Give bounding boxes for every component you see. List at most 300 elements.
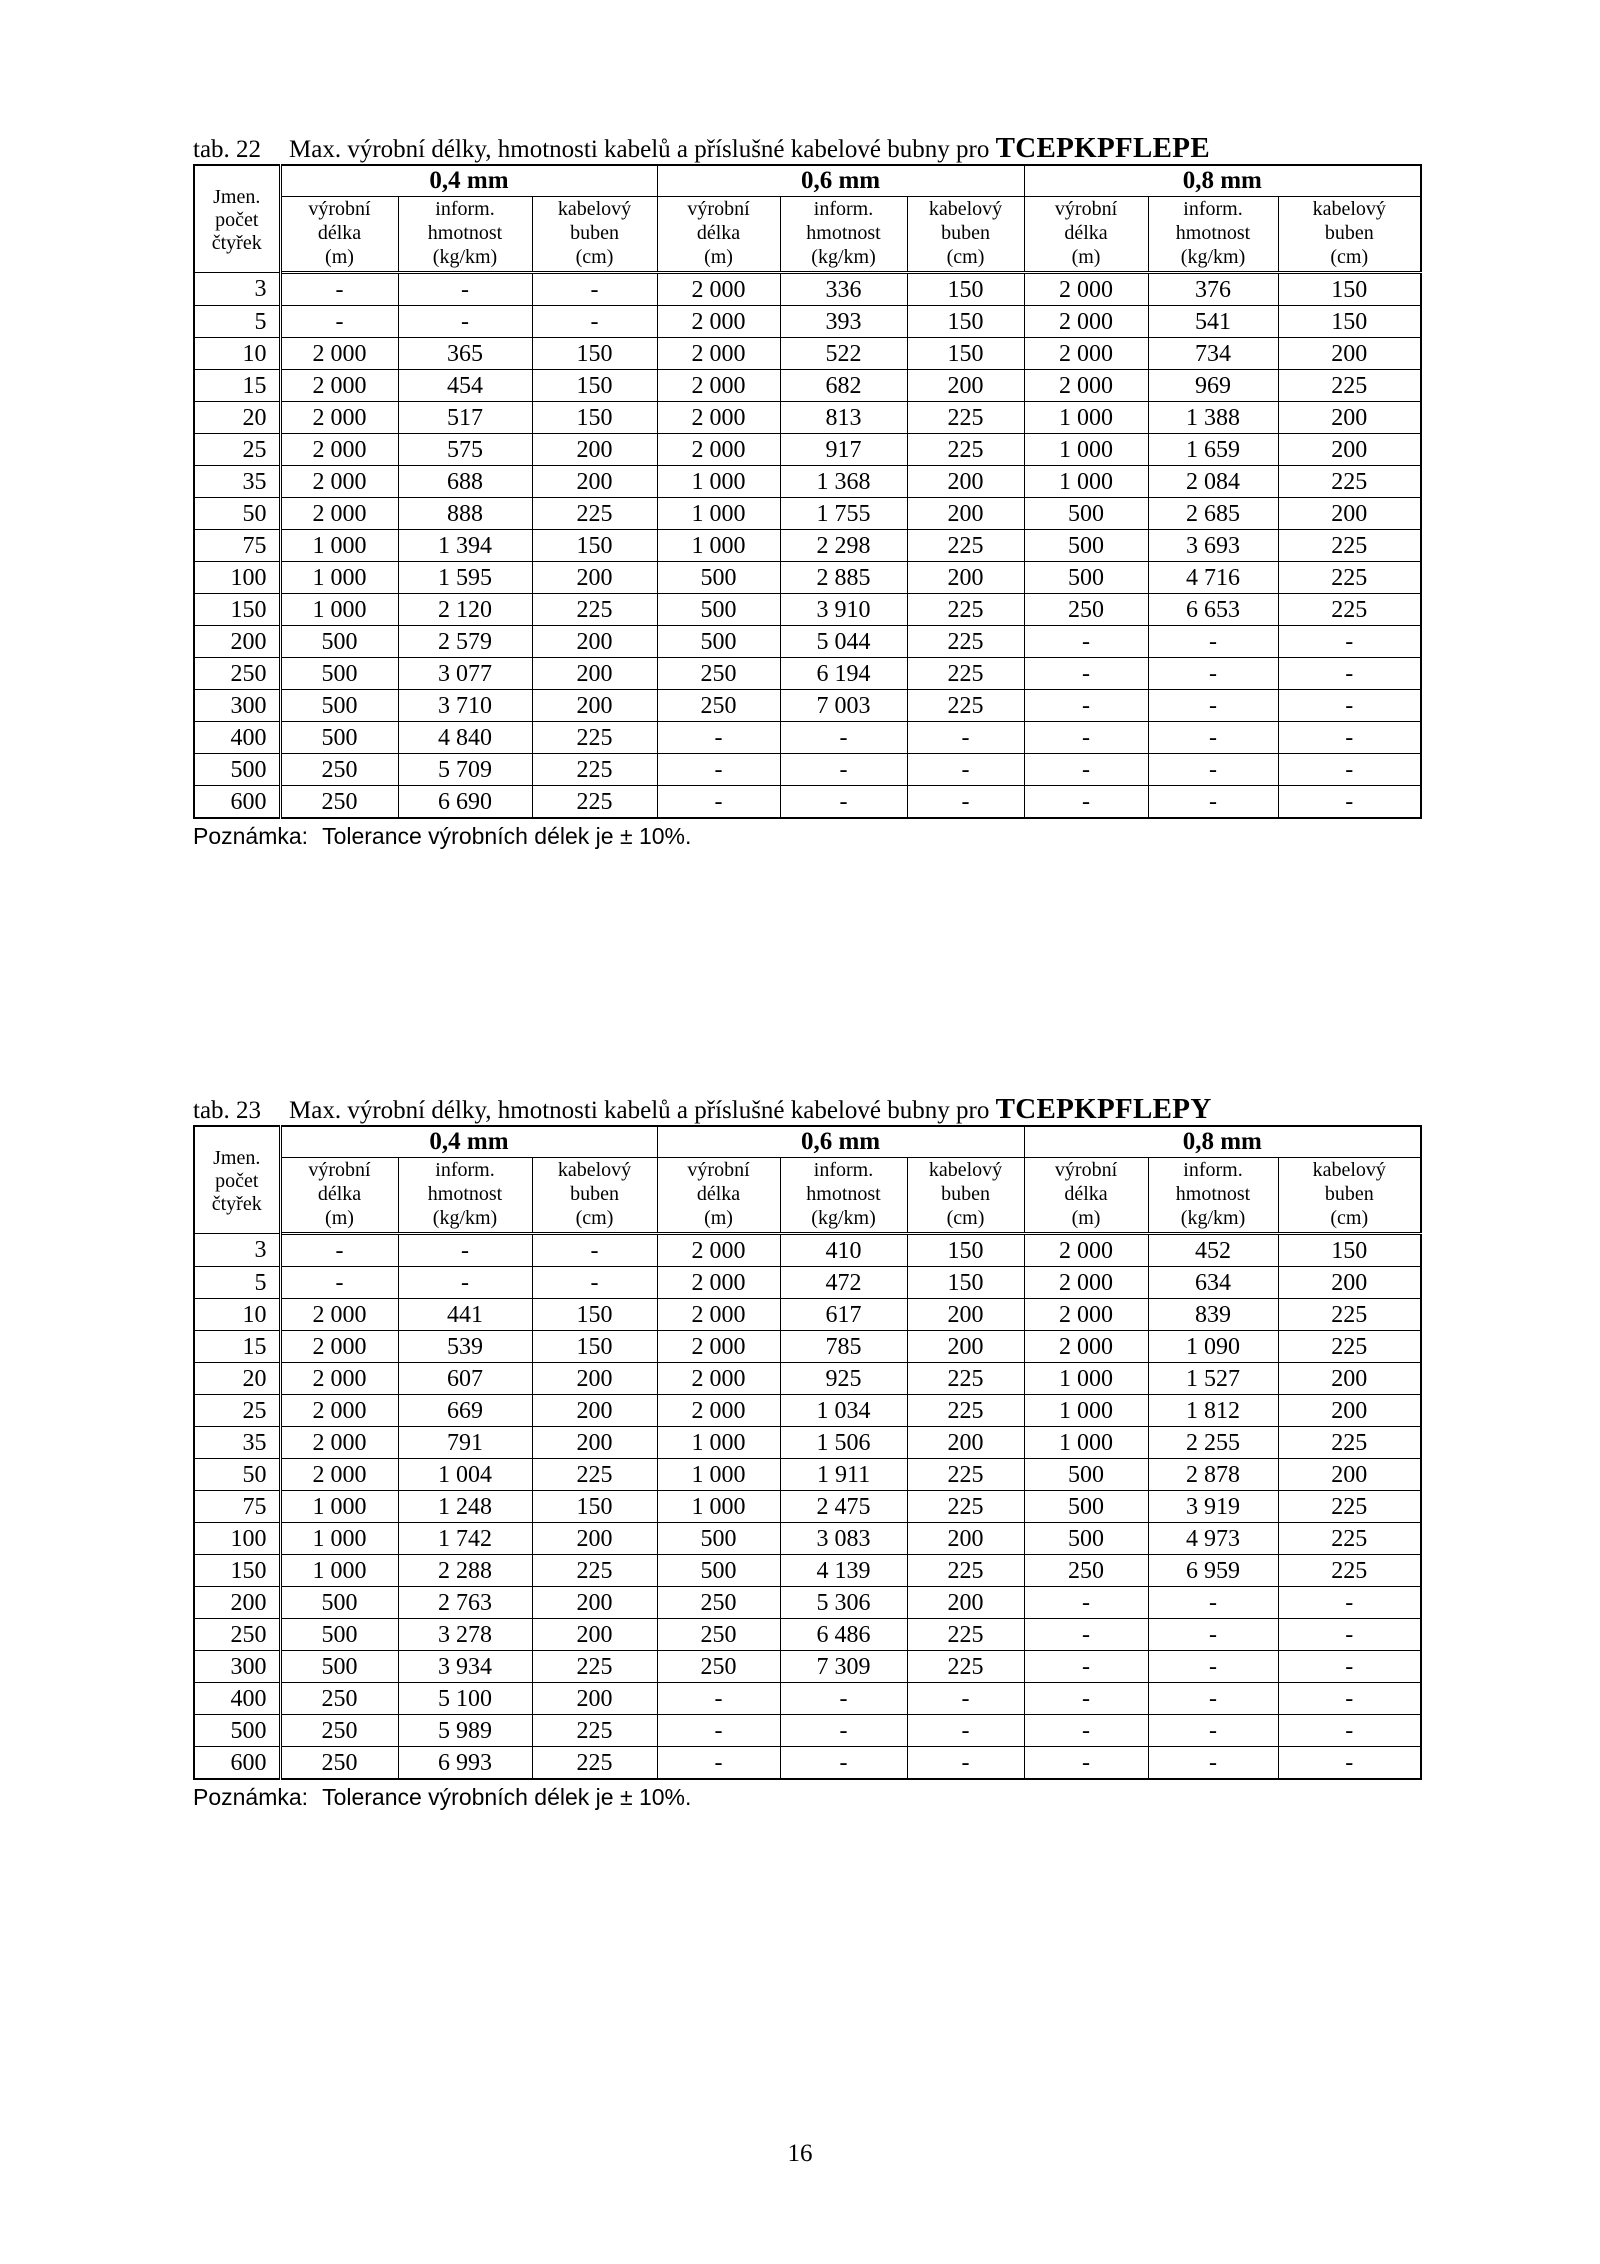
table-cell: 250: [657, 658, 780, 690]
table-cell: 150: [1278, 273, 1421, 306]
subheader-line: hmotnost: [806, 1183, 881, 1205]
table-cell: -: [1148, 722, 1278, 754]
table-cell: 2 579: [398, 626, 532, 658]
table-row: [194, 626, 1421, 658]
row-label-cell: 20: [194, 402, 280, 434]
table-cell: -: [1278, 754, 1421, 786]
table-cell: -: [780, 1683, 907, 1715]
table-row: [194, 1395, 1421, 1427]
subheader-cell: [1278, 197, 1421, 273]
table-row: [194, 1299, 1421, 1331]
table-cell: 3 077: [398, 658, 532, 690]
table-cell: 150: [907, 306, 1024, 338]
table-cell: -: [1024, 1683, 1148, 1715]
table-cell: 410: [780, 1234, 907, 1267]
table-cell: 225: [532, 594, 657, 626]
table-row: [194, 690, 1421, 722]
table-cell: 5 989: [398, 1715, 532, 1747]
table-cell: 225: [532, 1715, 657, 1747]
table-cell: 1 000: [280, 562, 398, 594]
table-cell: 200: [907, 498, 1024, 530]
subheader-line: buben: [570, 1183, 619, 1205]
subheader-cell: [1148, 1158, 1278, 1234]
table-cell: -: [1024, 626, 1148, 658]
table-cell: -: [1278, 1587, 1421, 1619]
subheader-cell: [657, 1158, 780, 1234]
table-cell: 225: [532, 1555, 657, 1587]
table-cell: 1 000: [657, 498, 780, 530]
table-row: [194, 722, 1421, 754]
row-header-line: Jmen.: [213, 1147, 261, 1169]
row-label-cell: 10: [194, 338, 280, 370]
row-header-line: počet: [215, 1170, 259, 1192]
table-cell: 225: [1278, 530, 1421, 562]
table-cell: -: [657, 1683, 780, 1715]
table-cell: 1 000: [657, 1491, 780, 1523]
subheader-line: kabelový: [557, 198, 632, 220]
subheader-cell: [1278, 1158, 1421, 1234]
subheader-line: inform.: [435, 198, 495, 220]
table-cell: 1 000: [280, 1523, 398, 1555]
table-cell: -: [398, 1267, 532, 1299]
table-cell: 225: [532, 1651, 657, 1683]
table-cell: 1 000: [1024, 434, 1148, 466]
subheader-line: (cm): [1330, 1207, 1369, 1229]
table-cell: -: [780, 1747, 907, 1780]
table-cell: 200: [907, 1331, 1024, 1363]
table-cell: 1 034: [780, 1395, 907, 1427]
table-cell: 200: [532, 1395, 657, 1427]
table-cell: -: [1024, 690, 1148, 722]
subheader-line: (kg/km): [432, 1207, 498, 1229]
row-label-cell: 200: [194, 1587, 280, 1619]
subheader-line: kabelový: [928, 1159, 1003, 1181]
table-cell: 5 044: [780, 626, 907, 658]
table-cell: 813: [780, 402, 907, 434]
table-cell: -: [1148, 754, 1278, 786]
table-cell: 2 000: [657, 402, 780, 434]
table-cell: 500: [657, 562, 780, 594]
table-row: [194, 402, 1421, 434]
table-cell: 500: [657, 626, 780, 658]
subheader-line: (cm): [575, 246, 614, 268]
table-cell: 250: [1024, 594, 1148, 626]
table-cell: 393: [780, 306, 907, 338]
table-cell: 3 710: [398, 690, 532, 722]
table-cell: 225: [907, 434, 1024, 466]
table-row: [194, 1491, 1421, 1523]
table-cell: 1 000: [657, 530, 780, 562]
row-label-cell: 150: [194, 1555, 280, 1587]
table-cell: 1 755: [780, 498, 907, 530]
table-cell: -: [1278, 1747, 1421, 1780]
table-cell: 200: [532, 562, 657, 594]
note-text: Tolerance výrobních délek je ± 10%.: [322, 1784, 692, 1810]
subheader-cell: [780, 1158, 907, 1234]
subheader-line: výrobní: [687, 1159, 750, 1181]
table-cell: 6 690: [398, 786, 532, 819]
row-label-cell: 20: [194, 1363, 280, 1395]
table-cell: 2 288: [398, 1555, 532, 1587]
table-cell: -: [1148, 1587, 1278, 1619]
subheader-line: (m): [704, 246, 733, 268]
note-label: Poznámka:: [193, 1784, 309, 1810]
table-row: [194, 338, 1421, 370]
table-cell: 2 000: [280, 338, 398, 370]
table-cell: 225: [1278, 1331, 1421, 1363]
table-cell: 225: [1278, 1523, 1421, 1555]
note-label: Poznámka:: [193, 823, 309, 849]
row-label-cell: 10: [194, 1299, 280, 1331]
table-cell: 500: [657, 1523, 780, 1555]
table-cell: 365: [398, 338, 532, 370]
cable-table: [193, 164, 1422, 819]
table-cell: 2 885: [780, 562, 907, 594]
subheader-line: (cm): [575, 1207, 614, 1229]
table-cell: -: [907, 786, 1024, 819]
table-cell: 1 000: [280, 1555, 398, 1587]
subheader-line: buben: [1324, 1183, 1374, 1205]
table-cell: 200: [907, 1587, 1024, 1619]
table-cell: 500: [1024, 1491, 1148, 1523]
table-cell: 225: [907, 594, 1024, 626]
subheader-cell: [1024, 197, 1148, 273]
product-name: TCEPKPFLEPE: [995, 132, 1210, 164]
table-cell: 200: [907, 1523, 1024, 1555]
subheader-line: délka: [1064, 222, 1108, 244]
table-cell: 541: [1148, 306, 1278, 338]
table-cell: 150: [532, 370, 657, 402]
table-cell: 200: [1278, 1459, 1421, 1491]
table-cell: 3 919: [1148, 1491, 1278, 1523]
table-cell: 150: [907, 1234, 1024, 1267]
table-cell: 1 090: [1148, 1331, 1278, 1363]
table-cell: 6 486: [780, 1619, 907, 1651]
table-cell: 4 973: [1148, 1523, 1278, 1555]
table-cell: 472: [780, 1267, 907, 1299]
table-cell: 2 000: [1024, 306, 1148, 338]
subheader-cell: [780, 197, 907, 273]
table-cell: 969: [1148, 370, 1278, 402]
row-label-cell: 500: [194, 1715, 280, 1747]
subheader-line: (kg/km): [811, 246, 876, 268]
subheader-line: (cm): [946, 246, 985, 268]
table-cell: 225: [907, 402, 1024, 434]
subheader-cell: [907, 1158, 1024, 1234]
table-cell: -: [532, 306, 657, 338]
table-cell: -: [780, 1715, 907, 1747]
table-cell: -: [1278, 658, 1421, 690]
row-label-cell: 50: [194, 498, 280, 530]
table-cell: 2 000: [657, 1234, 780, 1267]
row-label-cell: 300: [194, 1651, 280, 1683]
row-label-cell: 25: [194, 434, 280, 466]
row-label-cell: 75: [194, 530, 280, 562]
table-cell: 1 000: [280, 530, 398, 562]
subheader-line: výrobní: [1054, 1159, 1118, 1181]
table-cell: 500: [1024, 498, 1148, 530]
table-cell: 225: [907, 658, 1024, 690]
table-cell: 250: [280, 1715, 398, 1747]
table-cell: 452: [1148, 1234, 1278, 1267]
table-cell: -: [1148, 626, 1278, 658]
table-cell: -: [532, 1267, 657, 1299]
table-row: [194, 1587, 1421, 1619]
subheader-line: inform.: [813, 1159, 874, 1181]
table-cell: 617: [780, 1299, 907, 1331]
table-cell: 1 000: [1024, 402, 1148, 434]
table-cell: 200: [1278, 1363, 1421, 1395]
table-cell: 7 003: [780, 690, 907, 722]
table-cell: 200: [1278, 1267, 1421, 1299]
subheader-cell: [398, 1158, 532, 1234]
table-cell: 917: [780, 434, 907, 466]
row-label-cell: 600: [194, 1747, 280, 1780]
table-cell: -: [398, 1234, 532, 1267]
subheader-line: výrobní: [308, 198, 371, 220]
table-row: [194, 1363, 1421, 1395]
group-header: 0,6 mm: [657, 1126, 1024, 1158]
table-cell: 225: [907, 1459, 1024, 1491]
row-label-cell: 5: [194, 306, 280, 338]
table-cell: 200: [907, 466, 1024, 498]
table-cell: 225: [907, 1651, 1024, 1683]
row-label-cell: 75: [194, 1491, 280, 1523]
subheader-line: délka: [696, 1183, 741, 1205]
row-label-cell: 400: [194, 722, 280, 754]
table-cell: 500: [657, 594, 780, 626]
table-cell: 500: [1024, 562, 1148, 594]
table-cell: 225: [1278, 594, 1421, 626]
table-cell: 500: [280, 626, 398, 658]
group-header: 0,4 mm: [280, 165, 657, 197]
table-cell: 2 878: [1148, 1459, 1278, 1491]
table-cell: 225: [907, 626, 1024, 658]
table-cell: 2 000: [280, 1459, 398, 1491]
table-cell: -: [1278, 1619, 1421, 1651]
table-cell: 1 911: [780, 1459, 907, 1491]
table-cell: 2 000: [1024, 338, 1148, 370]
table-cell: -: [1148, 1683, 1278, 1715]
subheader-line: kabelový: [557, 1159, 632, 1181]
table-cell: -: [280, 306, 398, 338]
table-cell: -: [1278, 1651, 1421, 1683]
table-cell: 150: [532, 530, 657, 562]
table-cell: -: [1278, 690, 1421, 722]
subheader-line: (cm): [1330, 246, 1369, 268]
table-cell: 575: [398, 434, 532, 466]
table-row: [194, 1619, 1421, 1651]
table-cell: -: [780, 722, 907, 754]
table-cell: 1 388: [1148, 402, 1278, 434]
table-cell: 500: [280, 658, 398, 690]
table-cell: -: [907, 754, 1024, 786]
table-cell: 225: [532, 1459, 657, 1491]
table-cell: 150: [907, 338, 1024, 370]
group-header: 0,6 mm: [657, 165, 1024, 197]
table-cell: -: [398, 306, 532, 338]
table-cell: -: [1148, 1715, 1278, 1747]
table-cell: 200: [532, 626, 657, 658]
table-cell: 200: [532, 1619, 657, 1651]
table-row: [194, 273, 1421, 306]
table-row: [194, 498, 1421, 530]
subheader-cell: [1024, 1158, 1148, 1234]
table-cell: 225: [532, 1747, 657, 1780]
table-row: [194, 370, 1421, 402]
table-cell: -: [1024, 754, 1148, 786]
table-cell: 200: [907, 1427, 1024, 1459]
table-cell: 2 000: [280, 1363, 398, 1395]
table-cell: 517: [398, 402, 532, 434]
page-number: 16: [787, 2140, 813, 2167]
table-cell: -: [280, 1234, 398, 1267]
table-cell: -: [1148, 1651, 1278, 1683]
table-row: [194, 658, 1421, 690]
subheader-line: hmotnost: [806, 222, 881, 244]
table-cell: 1 000: [657, 1427, 780, 1459]
table-cell: 1 000: [1024, 1363, 1148, 1395]
table-cell: 2 000: [280, 370, 398, 402]
table-cell: 150: [1278, 1234, 1421, 1267]
table-cell: -: [1148, 658, 1278, 690]
table-cell: 3 693: [1148, 530, 1278, 562]
subheader-cell: [398, 197, 532, 273]
table-cell: 1 000: [657, 466, 780, 498]
table-cell: -: [1148, 786, 1278, 819]
table-cell: 150: [1278, 306, 1421, 338]
table-cell: -: [907, 1747, 1024, 1780]
table-cell: 200: [532, 1523, 657, 1555]
table-cell: 500: [280, 1651, 398, 1683]
table-cell: 2 000: [280, 434, 398, 466]
subheader-line: (cm): [946, 1207, 985, 1229]
table-row: [194, 306, 1421, 338]
table-cell: 441: [398, 1299, 532, 1331]
table-cell: 1 394: [398, 530, 532, 562]
table-cell: 3 278: [398, 1619, 532, 1651]
table-cell: -: [1024, 658, 1148, 690]
table-row: [194, 1715, 1421, 1747]
table-row: [194, 594, 1421, 626]
table-cell: 225: [532, 754, 657, 786]
table-cell: 2 000: [657, 1331, 780, 1363]
table-caption: [193, 1093, 1420, 1125]
table-cell: -: [657, 1715, 780, 1747]
table-cell: 2 000: [1024, 1267, 1148, 1299]
table-cell: 522: [780, 338, 907, 370]
table-cell: 225: [1278, 370, 1421, 402]
table-cell: -: [1278, 786, 1421, 819]
table-cell: 454: [398, 370, 532, 402]
subheader-line: hmotnost: [427, 222, 503, 244]
row-label-cell: 15: [194, 370, 280, 402]
subheader-line: (kg/km): [1180, 1207, 1246, 1229]
subheader-line: buben: [941, 1183, 990, 1205]
subheader-cell: [1148, 197, 1278, 273]
product-name: TCEPKPFLEPY: [995, 1093, 1212, 1125]
subheader-line: inform.: [435, 1159, 495, 1181]
table-cell: 925: [780, 1363, 907, 1395]
table-cell: 3 083: [780, 1523, 907, 1555]
table-cell: 225: [532, 498, 657, 530]
table-cell: 200: [1278, 1395, 1421, 1427]
row-header-line: čtyřek: [211, 1193, 262, 1215]
table-cell: -: [1278, 1683, 1421, 1715]
subheader-line: výrobní: [1054, 198, 1118, 220]
table-cell: 1 527: [1148, 1363, 1278, 1395]
table-cell: 225: [1278, 1427, 1421, 1459]
group-header: 0,8 mm: [1024, 165, 1421, 197]
row-label-cell: 600: [194, 786, 280, 819]
row-label-cell: 35: [194, 1427, 280, 1459]
table-note: [193, 823, 1420, 850]
table-cell: -: [657, 754, 780, 786]
table-cell: 2 000: [657, 370, 780, 402]
table-cell: 2 763: [398, 1587, 532, 1619]
table-cell: 2 000: [280, 1299, 398, 1331]
table-cell: 150: [532, 1299, 657, 1331]
table-number: tab. 23: [193, 1097, 262, 1124]
table-cell: 791: [398, 1427, 532, 1459]
table-cell: 150: [532, 1331, 657, 1363]
table-cell: 2 475: [780, 1491, 907, 1523]
table-body: [194, 273, 1421, 819]
table-cell: 5 709: [398, 754, 532, 786]
table-cell: -: [1024, 1747, 1148, 1780]
table-cell: 336: [780, 273, 907, 306]
table-cell: 2 000: [280, 466, 398, 498]
table-cell: 225: [1278, 1299, 1421, 1331]
table-cell: 200: [532, 1587, 657, 1619]
table-cell: 734: [1148, 338, 1278, 370]
table-cell: 150: [907, 273, 1024, 306]
table-cell: 539: [398, 1331, 532, 1363]
table-cell: 634: [1148, 1267, 1278, 1299]
subheader-line: (kg/km): [811, 1207, 876, 1229]
table-cell: 500: [280, 1587, 398, 1619]
table-cell: 2 000: [657, 434, 780, 466]
table-cell: -: [532, 1234, 657, 1267]
table-cell: 669: [398, 1395, 532, 1427]
subheader-line: (kg/km): [432, 246, 498, 268]
row-header-cell: [194, 1126, 280, 1234]
table-cell: 1 368: [780, 466, 907, 498]
table-row: [194, 434, 1421, 466]
table-cell: -: [280, 273, 398, 306]
table-cell: 500: [1024, 530, 1148, 562]
table-cell: 200: [532, 434, 657, 466]
table-cell: -: [280, 1267, 398, 1299]
subheader-line: výrobní: [687, 198, 750, 220]
subheader-line: délka: [1064, 1183, 1108, 1205]
subheader-line: inform.: [813, 198, 874, 220]
table-cell: 1 595: [398, 562, 532, 594]
subheader-line: buben: [570, 222, 619, 244]
table-cell: 200: [532, 466, 657, 498]
table-cell: 2 000: [657, 273, 780, 306]
row-label-cell: 15: [194, 1331, 280, 1363]
table-cell: 1 659: [1148, 434, 1278, 466]
table-cell: 2 685: [1148, 498, 1278, 530]
table-row: [194, 1234, 1421, 1267]
table-cell: 225: [907, 690, 1024, 722]
row-header-line: počet: [215, 209, 259, 231]
table-cell: -: [657, 1747, 780, 1780]
table-cell: 2 000: [657, 1395, 780, 1427]
table-body: [194, 1234, 1421, 1780]
table-cell: 6 959: [1148, 1555, 1278, 1587]
